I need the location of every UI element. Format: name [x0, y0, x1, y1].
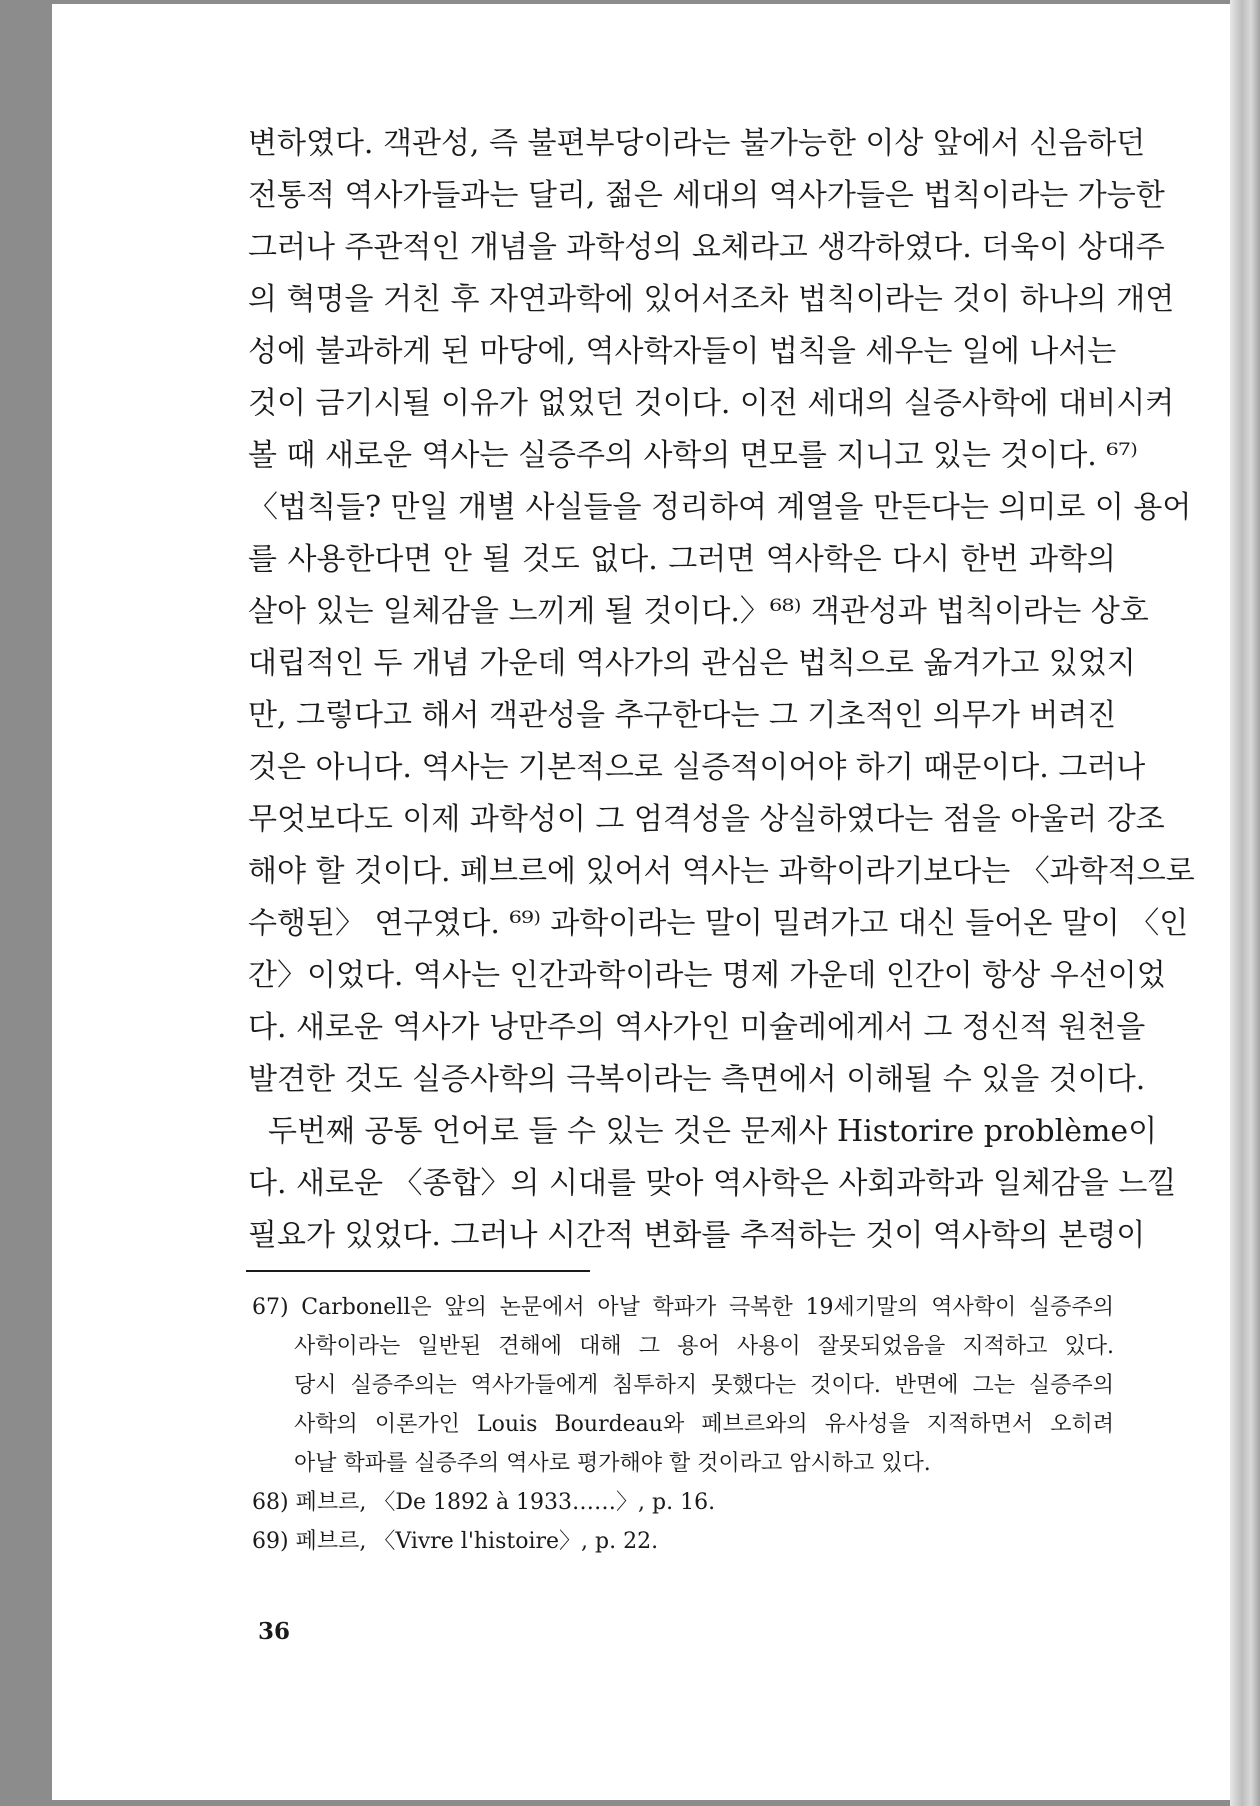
- body-line: 변하였다. 객관성, 즉 불편부당이라는 불가능한 이상 앞에서 신음하던: [248, 126, 1146, 161]
- body-line: 볼 때 새로운 역사는 실증주의 사학의 면모를 지니고 있는 것이다. ⁶⁷⁾: [248, 438, 1138, 473]
- body-line: 그러나 주관적인 개념을 과학성의 요체라고 생각하였다. 더욱이 상대주: [248, 230, 1165, 265]
- body-line: 성에 불과하게 된 마당에, 역사학자들이 법칙을 세우는 일에 나서는: [248, 334, 1117, 369]
- body-line: 살아 있는 일체감을 느끼게 될 것이다.〉⁶⁸⁾ 객관성과 법칙이라는 상호: [248, 594, 1149, 629]
- body-line: 수행된〉 연구였다. ⁶⁹⁾ 과학이라는 말이 밀려가고 대신 들어온 말이 〈인: [248, 906, 1189, 941]
- footnote-68: 68) 페브르, 〈De 1892 à 1933……〉, p. 16.: [252, 1490, 716, 1515]
- page-number: 36: [258, 1618, 291, 1645]
- body-line: 만, 그렇다고 해서 객관성을 추구한다는 그 기초적인 의무가 버려진: [248, 698, 1117, 733]
- body-line: 무엇보다도 이제 과학성이 그 엄격성을 상실하였다는 점을 아울러 강조: [248, 802, 1165, 837]
- footnote-67-line: 당시 실증주의는 역사가들에게 침투하지 못했다는 것이다. 반면에 그는 실증주의: [294, 1373, 1114, 1398]
- footnotes: [252, 1288, 1114, 1561]
- body-line: 를 사용한다면 안 될 것도 없다. 그러면 역사학은 다시 한번 과학의: [248, 542, 1116, 577]
- footnote-67-line: 아날 학파를 실증주의 역사로 평가해야 할 것이라고 암시하고 있다.: [294, 1451, 931, 1476]
- body-line: 간〉이었다. 역사는 인간과학이라는 명제 가운데 인간이 항상 우선이었: [248, 958, 1166, 993]
- page-edge: [1230, 0, 1260, 1806]
- body-line: 〈법칙들? 만일 개별 사실들을 정리하여 계열을 만든다는 의미로 이 용어: [248, 490, 1192, 525]
- body-line: 의 혁명을 거친 후 자연과학에 있어서조차 법칙이라는 것이 하나의 개연: [248, 282, 1175, 317]
- footnote-67-line: 사학의 이론가인 Louis Bourdeau와 페브르와의 유사성을 지적하면서 오히려: [294, 1412, 1114, 1437]
- body-line: 전통적 역사가들과는 달리, 젊은 세대의 역사가들은 법칙이라는 가능한: [248, 178, 1165, 213]
- body-line: 두번째 공통 언어로 들 수 있는 것은 문제사 Historire problème이: [268, 1114, 1158, 1149]
- body-line: 것은 아니다. 역사는 기본적으로 실증적이어야 하기 때문이다. 그러나: [248, 750, 1146, 785]
- body-line: 발견한 것도 실증사학의 극복이라는 측면에서 이해될 수 있을 것이다.: [248, 1062, 1146, 1097]
- body-line: 다. 새로운 〈종합〉의 시대를 맞아 역사학은 사회과학과 일체감을 느낄: [248, 1166, 1177, 1201]
- body-line: 필요가 있었다. 그러나 시간적 변화를 추적하는 것이 역사학의 본령이: [248, 1218, 1146, 1253]
- body-line: 해야 할 것이다. 페브르에 있어서 역사는 과학이라기보다는 〈과학적으로: [248, 854, 1195, 889]
- footnote-67-line: 67) Carbonell은 앞의 논문에서 아날 학파가 극복한 19세기말의 역사학이 실증주의: [252, 1295, 1114, 1320]
- body-line: 대립적인 두 개념 가운데 역사가의 관심은 법칙으로 옮겨가고 있었지: [248, 646, 1136, 681]
- footnote-rule: [246, 1270, 590, 1272]
- footnote-67-line: 사학이라는 일반된 견해에 대해 그 용어 사용이 잘못되었음을 지적하고 있다.: [294, 1334, 1114, 1359]
- body-line: 것이 금기시될 이유가 없었던 것이다. 이전 세대의 실증사학에 대비시켜: [248, 386, 1175, 421]
- body-text: [248, 118, 1195, 1262]
- body-line: 다. 새로운 역사가 낭만주의 역사가인 미슐레에게서 그 정신적 원천을: [248, 1010, 1146, 1045]
- footnote-69: 69) 페브르, 〈Vivre l'histoire〉, p. 22.: [252, 1529, 659, 1554]
